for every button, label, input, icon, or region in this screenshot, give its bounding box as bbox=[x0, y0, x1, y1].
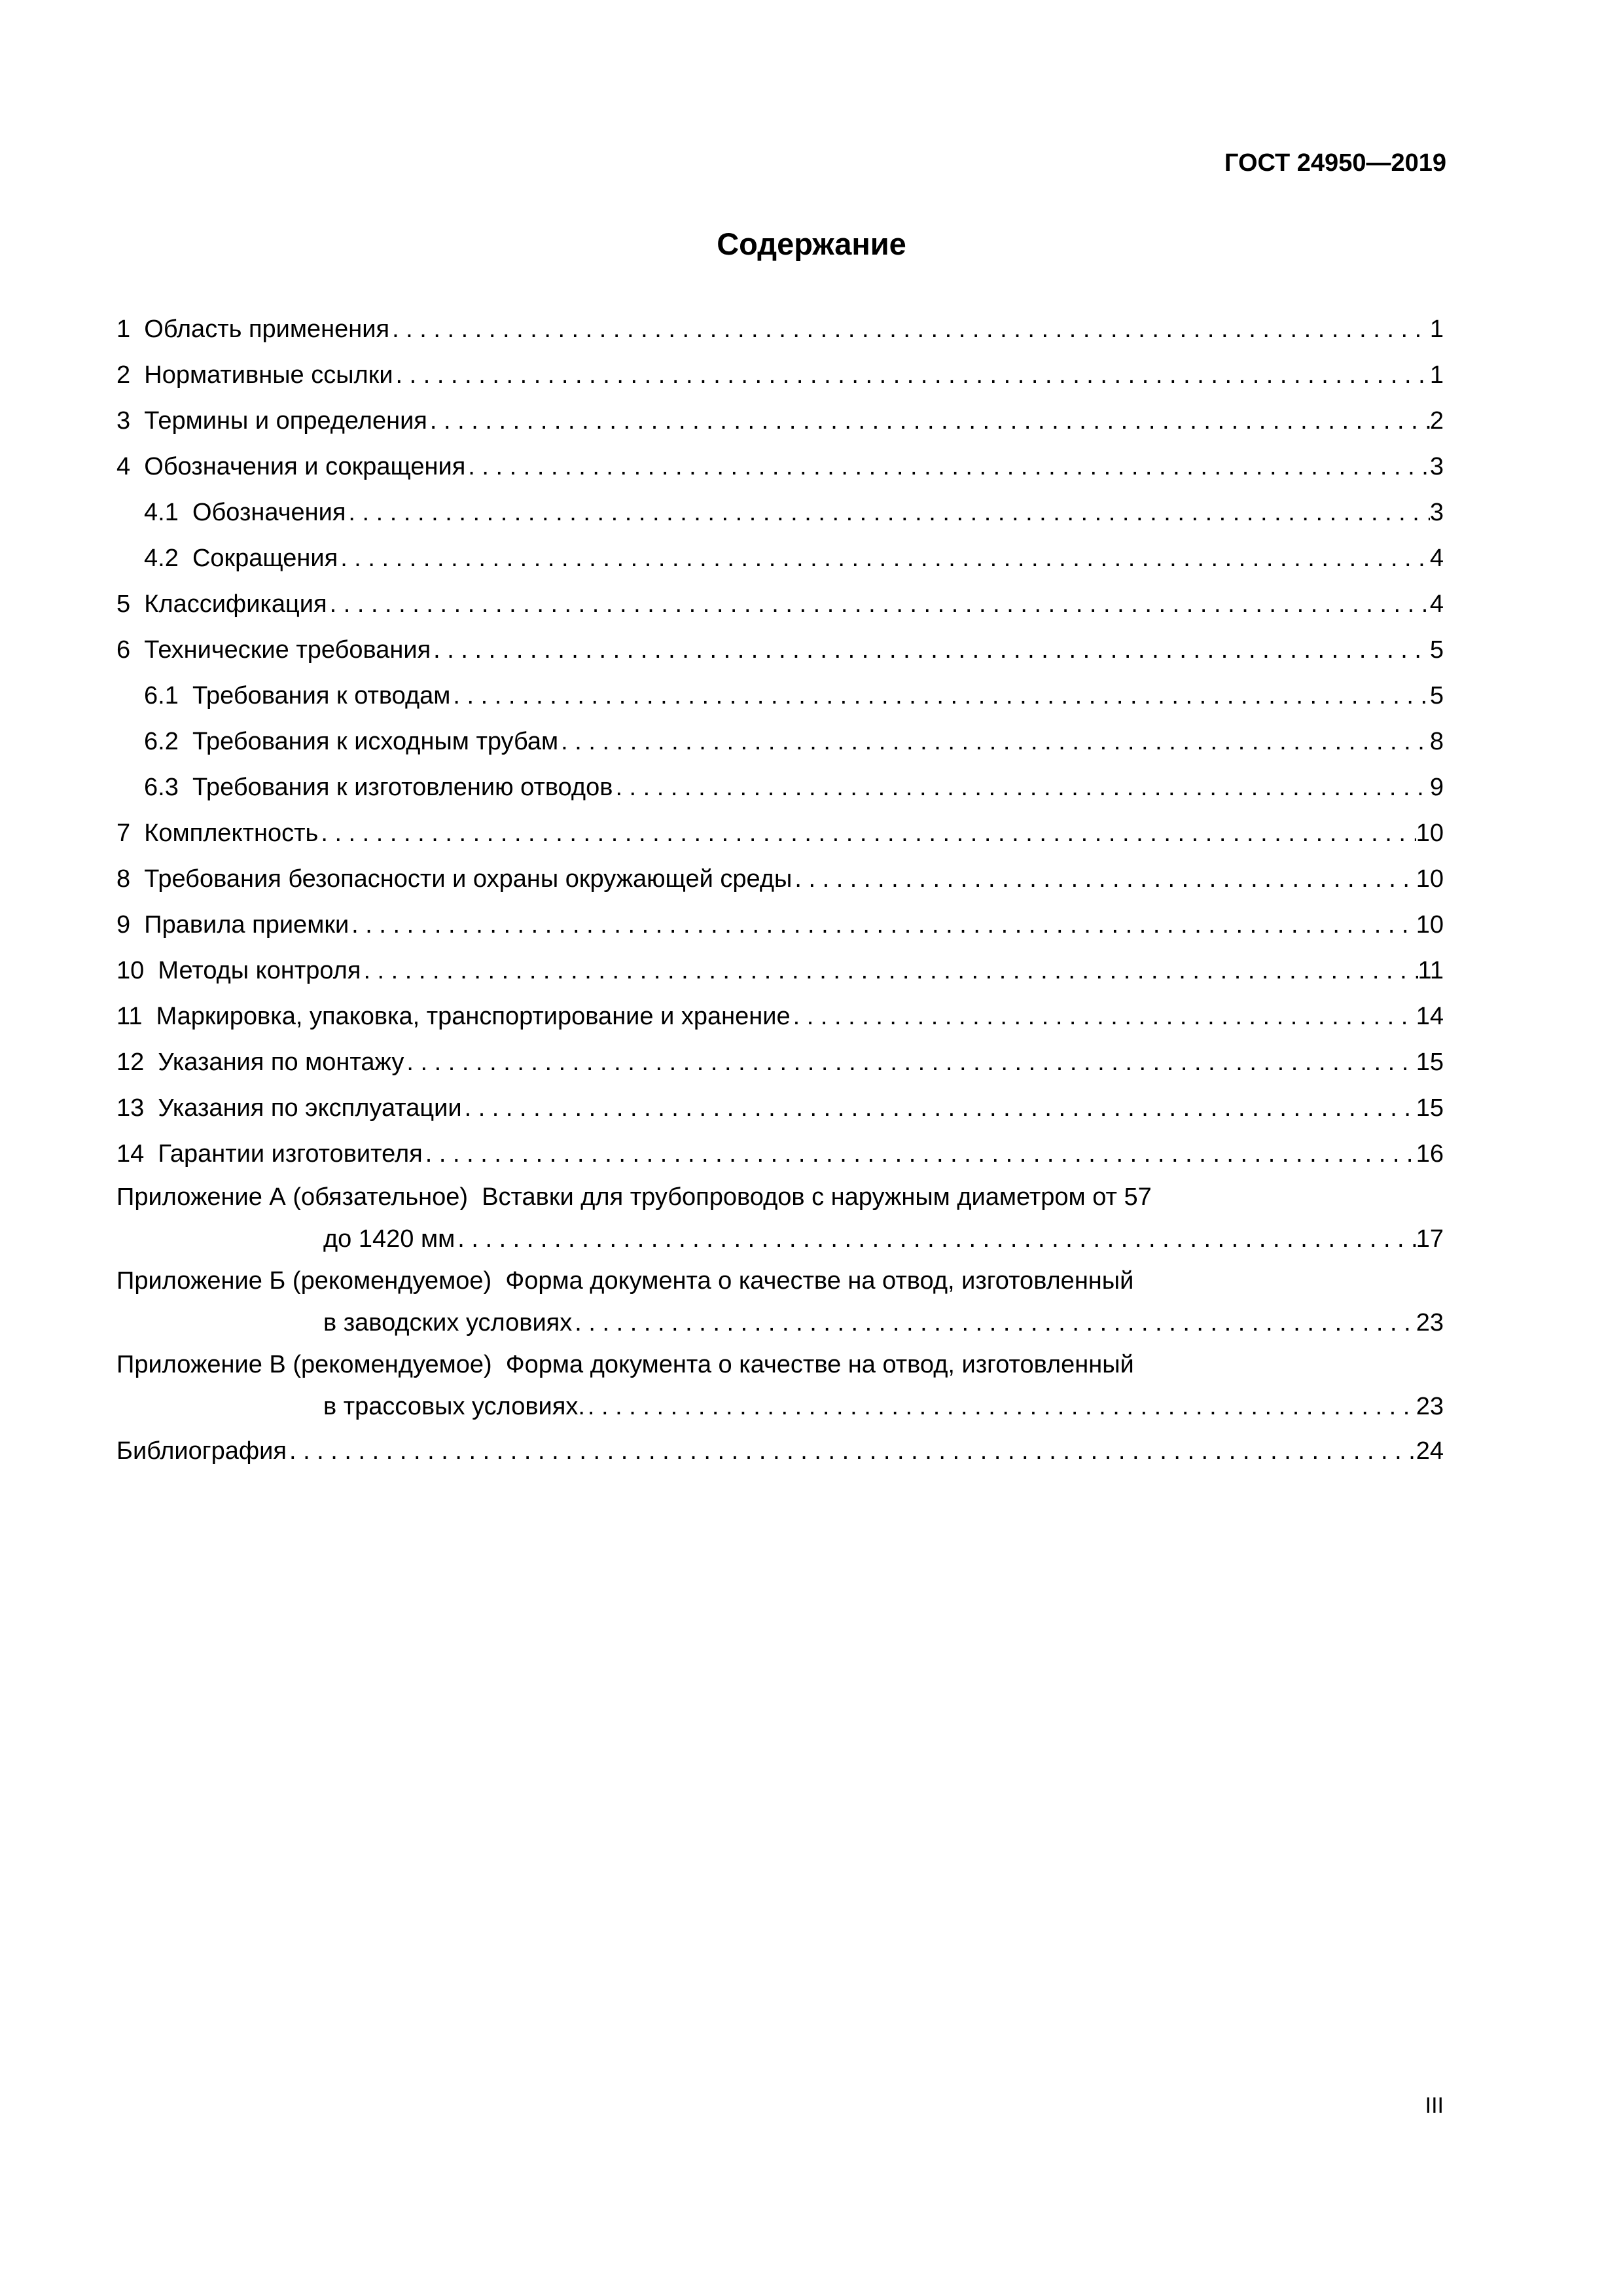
dot-leader bbox=[791, 994, 1416, 1039]
toc-entry-number: 2 bbox=[116, 361, 131, 389]
dot-leader bbox=[455, 1217, 1416, 1261]
toc-entry-page: 8 bbox=[1429, 728, 1444, 755]
toc-entry[interactable] bbox=[116, 398, 1444, 444]
toc-entry-page: 1 bbox=[1429, 361, 1444, 389]
toc-entry-number: 7 bbox=[116, 819, 131, 847]
toc-entry-number: 4.1 bbox=[144, 499, 179, 526]
toc-entry[interactable] bbox=[116, 1085, 1444, 1131]
toc-entry[interactable] bbox=[116, 352, 1444, 398]
dot-leader bbox=[287, 1428, 1416, 1474]
toc-entry-number: 4.2 bbox=[144, 545, 179, 572]
appendix-continuation: в трассовых условиях. bbox=[323, 1393, 585, 1420]
toc-entry-page: 14 bbox=[1416, 1003, 1444, 1030]
toc-entry[interactable] bbox=[116, 581, 1444, 627]
dot-leader bbox=[338, 535, 1430, 581]
toc-entry-label: Область применения bbox=[144, 315, 390, 343]
toc-entry-label: Сокращения bbox=[192, 545, 338, 572]
toc-entry-label: Методы контроля bbox=[158, 957, 361, 984]
toc-entry-page: 5 bbox=[1429, 682, 1444, 709]
toc-entry-number: 3 bbox=[116, 407, 131, 435]
appendix-continuation: в заводских условиях bbox=[323, 1309, 573, 1336]
toc-entry[interactable] bbox=[116, 810, 1444, 856]
toc-entry-page: 9 bbox=[1429, 774, 1444, 801]
toc-entry-page: 15 bbox=[1416, 1094, 1444, 1122]
toc-entry-page: 10 bbox=[1416, 819, 1444, 847]
toc-entry-page: 23 bbox=[1416, 1309, 1444, 1336]
dot-leader bbox=[792, 856, 1416, 902]
toc-entry-label: Требования к отводам bbox=[192, 682, 451, 709]
toc-entry[interactable] bbox=[116, 1131, 1444, 1177]
toc-entry-label: Обозначения и сокращения bbox=[144, 453, 466, 480]
toc-entry-page: 1 bbox=[1429, 315, 1444, 343]
toc-entry[interactable] bbox=[116, 1039, 1444, 1085]
toc-entry-label: Указания по монтажу bbox=[158, 1049, 404, 1076]
dot-leader bbox=[423, 1131, 1416, 1177]
toc-entry-label: Технические требования bbox=[144, 636, 431, 664]
toc-entry-page: 15 bbox=[1416, 1049, 1444, 1076]
dot-leader bbox=[318, 810, 1416, 856]
dot-leader bbox=[431, 627, 1430, 673]
toc-entry-label: Нормативные ссылки bbox=[144, 361, 393, 389]
toc-entry-label: Библиография bbox=[116, 1437, 287, 1465]
toc-appendix-entry[interactable] bbox=[116, 1261, 1444, 1344]
toc-entry-page: 11 bbox=[1418, 957, 1444, 984]
toc-entry-number: 8 bbox=[116, 865, 131, 893]
appendix-heading: Приложение А (обязательное) Вставки для трубопроводов с наружным диаметром от 57 bbox=[116, 1183, 1152, 1211]
dot-leader bbox=[585, 1385, 1416, 1428]
toc-entry[interactable] bbox=[116, 994, 1444, 1039]
toc-entry-label: Требования безопасности и охраны окружающей среды bbox=[144, 865, 793, 893]
toc-entry-label: Маркировка, упаковка, транспортирование и хранение bbox=[156, 1003, 791, 1030]
toc-subentry[interactable] bbox=[116, 535, 1444, 581]
toc-appendix-entry[interactable] bbox=[116, 1344, 1444, 1428]
toc-entry[interactable] bbox=[116, 444, 1444, 490]
toc-subentry[interactable] bbox=[116, 673, 1444, 719]
dot-leader bbox=[465, 444, 1430, 490]
toc-entry[interactable] bbox=[116, 948, 1444, 994]
toc-entry-page: 3 bbox=[1429, 499, 1444, 526]
toc-entry-number: 1 bbox=[116, 315, 131, 343]
toc-entry-label: Указания по эксплуатации bbox=[158, 1094, 462, 1122]
dot-leader bbox=[346, 490, 1429, 535]
toc-title: Содержание bbox=[717, 226, 906, 261]
toc-entry-label: Термины и определения bbox=[144, 407, 427, 435]
toc-entry-page: 23 bbox=[1416, 1393, 1444, 1420]
dot-leader bbox=[572, 1301, 1416, 1344]
toc-entry-page: 2 bbox=[1429, 407, 1444, 435]
dot-leader bbox=[327, 581, 1430, 627]
toc-entry-page: 3 bbox=[1429, 453, 1444, 480]
toc-entry-number: 12 bbox=[116, 1049, 145, 1076]
toc-entry[interactable] bbox=[116, 856, 1444, 902]
dot-leader bbox=[361, 948, 1418, 994]
document-code: ГОСТ 24950—2019 bbox=[1224, 149, 1446, 177]
toc-entry-number: 9 bbox=[116, 911, 131, 939]
toc-subentry[interactable] bbox=[116, 719, 1444, 764]
toc-entry-page: 10 bbox=[1416, 911, 1444, 939]
appendix-continuation: до 1420 мм bbox=[323, 1225, 455, 1253]
dot-leader bbox=[613, 764, 1429, 810]
dot-leader bbox=[404, 1039, 1416, 1085]
toc-entry-page: 4 bbox=[1429, 545, 1444, 572]
toc-entry-label: Комплектность bbox=[144, 819, 319, 847]
toc-entry-number: 14 bbox=[116, 1140, 145, 1168]
toc-entry-number: 5 bbox=[116, 590, 131, 618]
dot-leader bbox=[462, 1085, 1416, 1131]
toc-entry-label: Гарантии изготовителя bbox=[158, 1140, 423, 1168]
toc-appendix-entry[interactable] bbox=[116, 1177, 1444, 1261]
dot-leader bbox=[450, 673, 1429, 719]
toc-entry-number: 6.2 bbox=[144, 728, 179, 755]
dot-leader bbox=[558, 719, 1430, 764]
toc-entry-number: 6 bbox=[116, 636, 131, 664]
toc-entry-page: 4 bbox=[1429, 590, 1444, 618]
toc-entry[interactable] bbox=[116, 902, 1444, 948]
toc-entry-label: Требования к исходным трубам bbox=[192, 728, 559, 755]
toc-entry-label: Классификация bbox=[144, 590, 327, 618]
toc-entry-number: 11 bbox=[116, 1003, 143, 1030]
toc-entry-page: 10 bbox=[1416, 865, 1444, 893]
toc-entry-page: 17 bbox=[1416, 1225, 1444, 1253]
table-of-contents bbox=[116, 306, 1444, 1474]
toc-entry-number: 6.3 bbox=[144, 774, 179, 801]
toc-subentry[interactable] bbox=[116, 764, 1444, 810]
toc-entry-number: 4 bbox=[116, 453, 131, 480]
dot-leader bbox=[349, 902, 1416, 948]
toc-entry-number: 10 bbox=[116, 957, 145, 984]
dot-leader bbox=[389, 306, 1430, 352]
toc-entry-label: Правила приемки bbox=[144, 911, 349, 939]
toc-entry[interactable] bbox=[116, 306, 1444, 352]
page-number: III bbox=[1425, 2093, 1444, 2118]
toc-entry-page: 24 bbox=[1416, 1437, 1444, 1465]
toc-entry-label: Обозначения bbox=[192, 499, 346, 526]
dot-leader bbox=[427, 398, 1430, 444]
appendix-heading: Приложение Б (рекомендуемое) Форма документа о качестве на отвод, изготовленный bbox=[116, 1267, 1134, 1295]
appendix-heading: Приложение В (рекомендуемое) Форма документа о качестве на отвод, изготовленный bbox=[116, 1351, 1134, 1378]
toc-entry[interactable] bbox=[116, 627, 1444, 673]
dot-leader bbox=[393, 352, 1430, 398]
toc-entry-bibliography[interactable] bbox=[116, 1428, 1444, 1474]
toc-subentry[interactable] bbox=[116, 490, 1444, 535]
toc-entry-label: Требования к изготовлению отводов bbox=[192, 774, 613, 801]
toc-entry-number: 13 bbox=[116, 1094, 145, 1122]
toc-entry-page: 16 bbox=[1416, 1140, 1444, 1168]
toc-entry-number: 6.1 bbox=[144, 682, 179, 709]
toc-entry-page: 5 bbox=[1429, 636, 1444, 664]
